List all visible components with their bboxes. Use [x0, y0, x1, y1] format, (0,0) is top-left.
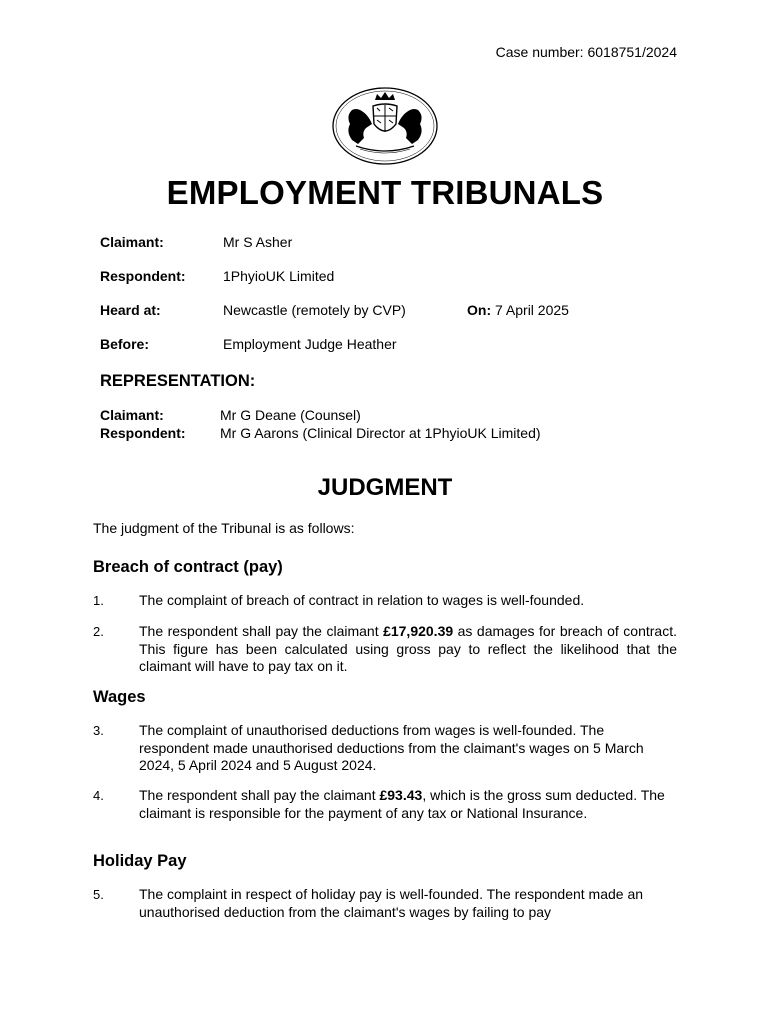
section-heading-holiday: Holiday Pay	[93, 852, 187, 870]
claimant-value: Mr S Asher	[223, 234, 293, 250]
paragraph-3: The complaint of unauthorised deductions from wages is well-founded. The respondent made unauthorised deductions from the claimant's wages on 5 March 2024, 5 April 2024 and 5 August 2024.	[139, 722, 644, 773]
rep-respondent-label: Respondent:	[100, 425, 186, 441]
paragraph-number: 5.	[93, 887, 104, 902]
section-heading-wages: Wages	[93, 688, 146, 706]
paragraph-4: The respondent shall pay the claimant £93.43, which is the gross sum deducted. The claimant is responsible for the payment of any tax or National Insurance.	[139, 787, 665, 821]
paragraph-5: The complaint in respect of holiday pay is well-founded. The respondent made an unauthorised deduction from the claimant's wages by failing to pay	[139, 886, 644, 920]
paragraph-1: The complaint of breach of contract in relation to wages is well-founded.	[139, 592, 585, 608]
before-label: Before:	[100, 336, 150, 352]
document-title: EMPLOYMENT TRIBUNALS	[166, 174, 604, 211]
judgment-heading: JUDGMENT	[317, 474, 453, 501]
on-label: On:	[467, 302, 492, 318]
paragraph-2: The respondent shall pay the claimant £17,920.39 as damages for breach of contract. This figure has been calculated using gross pay to reflect the likelihood that the claimant will have to pay tax on it.	[139, 623, 677, 674]
judgment-intro: The judgment of the Tribunal is as follows:	[93, 520, 355, 536]
section-heading-breach: Breach of contract (pay)	[93, 558, 283, 576]
representation-heading: REPRESENTATION:	[100, 372, 256, 390]
paragraph-number: 1.	[93, 593, 104, 608]
paragraph-number: 2.	[93, 624, 104, 639]
heard-at-label: Heard at:	[100, 302, 161, 318]
rep-claimant-label: Claimant:	[100, 407, 164, 423]
claimant-label: Claimant:	[100, 234, 164, 250]
royal-crest-icon	[330, 86, 440, 166]
paragraph-number: 3.	[93, 723, 104, 738]
rep-claimant-value: Mr G Deane (Counsel)	[220, 407, 361, 423]
paragraph-number: 4.	[93, 788, 104, 803]
damages-amount: £17,920.39	[383, 623, 454, 639]
hearing-date	[467, 302, 569, 318]
respondent-label: Respondent:	[100, 268, 186, 284]
respondent-value: 1PhyioUK Limited	[223, 268, 335, 284]
wages-amount: £93.43	[379, 787, 423, 803]
rep-respondent-value: Mr G Aarons (Clinical Director at 1PhyioUK Limited)	[220, 425, 541, 441]
case-number: Case number: 6018751/2024	[495, 44, 677, 60]
heard-at-value: Newcastle (remotely by CVP)	[223, 302, 406, 318]
on-value: 7 April 2025	[495, 302, 569, 318]
before-value: Employment Judge Heather	[223, 336, 397, 352]
